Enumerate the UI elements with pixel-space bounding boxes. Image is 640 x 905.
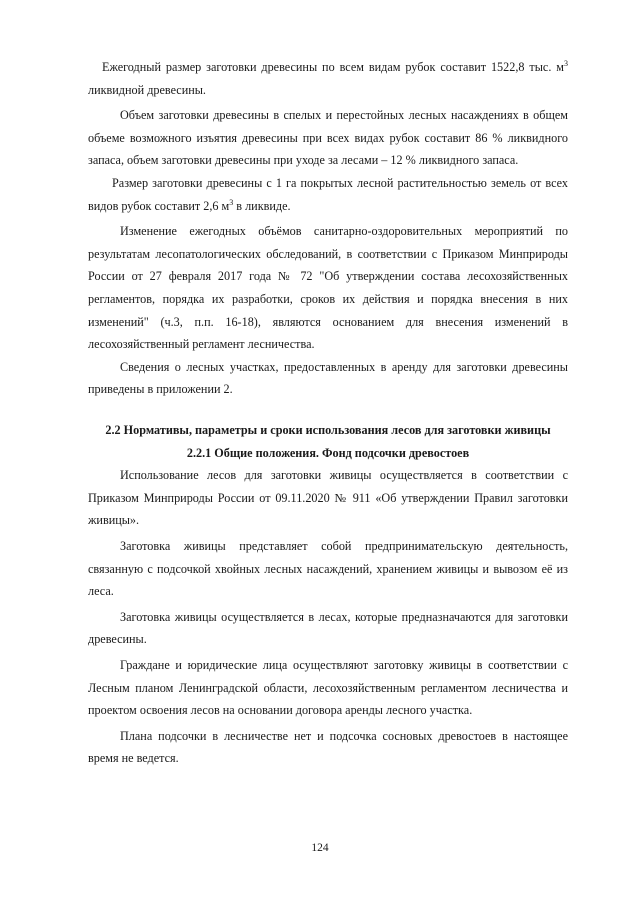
section-subheading: 2.2.1 Общие положения. Фонд подсочки древостоев <box>186 445 470 460</box>
section-2-2 <box>88 419 568 770</box>
paragraph-harvest-share: Объем заготовки древесины в спелых и перестойных лесных насаждениях в общем объеме возможного изъятия древесины при всех видах рубок составит 86 % ликвидного запаса, объем заготовки древесины при уходе за лесами – 12 % ликвидного запаса. <box>88 108 568 168</box>
paragraph-sanitary-changes: Изменение ежегодных объёмов санитарно-оздоровительных мероприятий по результатам лесопатологических обследований, в соответствии с Приказом Минприроды России от 27 февраля 2017 года № 72 "Об утверждении состава лесохозяйственных регламентов, порядка их разработки, сроков их действия и порядка внесения в них изменений" (ч.3, п.п. 16-18), являются основанием для внесения изменений в лесохозяйственный регламент лесничества. <box>88 224 568 352</box>
superscript: 3 <box>229 197 234 207</box>
paragraph-per-hectare <box>88 172 568 217</box>
page-number: 124 <box>311 842 329 854</box>
body-text-top <box>88 56 568 401</box>
paragraph-lease-info: Сведения о лесных участках, предоставленных в аренду для заготовки древесины приведены в приложении 2. <box>88 359 568 397</box>
paragraph-resin-regulation: Использование лесов для заготовки живицы осуществляется в соответствии с Приказом Минприроды России от 09.11.2020 № 911 «Об утверждении Правил заготовки живицы». <box>88 468 568 528</box>
superscript: 3 <box>564 58 568 68</box>
paragraph-annual-volume <box>88 56 568 101</box>
paragraph-text: ликвидной древесины. <box>88 82 206 97</box>
paragraph-resin-parties: Граждане и юридические лица осуществляют заготовку живицы в соответствии с Лесным планом Ленинградской области, лесохозяйственным регламентом лесничества и проектом освоения лесов на основании договора аренды лесного участка. <box>88 657 568 718</box>
paragraph-resin-forests: Заготовка живицы осуществляется в лесах, которые предназначаются для заготовки древесины. <box>88 609 568 647</box>
paragraph-text: Ежегодный размер заготовки древесины по всем видам рубок составит 1522,8 тыс. м <box>102 60 564 74</box>
paragraph-text: в ликвиде. <box>233 198 291 213</box>
paragraph-text: Размер заготовки древесины с 1 га покрытых лесной растительностью земель от всех видов рубок составит 2,6 м <box>88 175 568 213</box>
paragraph-resin-definition: Заготовка живицы представляет собой предпринимательскую деятельность, связанную с подсочкой хвойных лесных насаждений, хранением живицы и вывозом её из леса. <box>88 538 568 599</box>
paragraph-resin-plan: Плана подсочки в лесничестве нет и подсочка сосновых древостоев в настоящее время не ведется. <box>88 728 568 766</box>
section-heading: 2.2 Нормативы, параметры и сроки использования лесов для заготовки живицы <box>105 423 551 437</box>
